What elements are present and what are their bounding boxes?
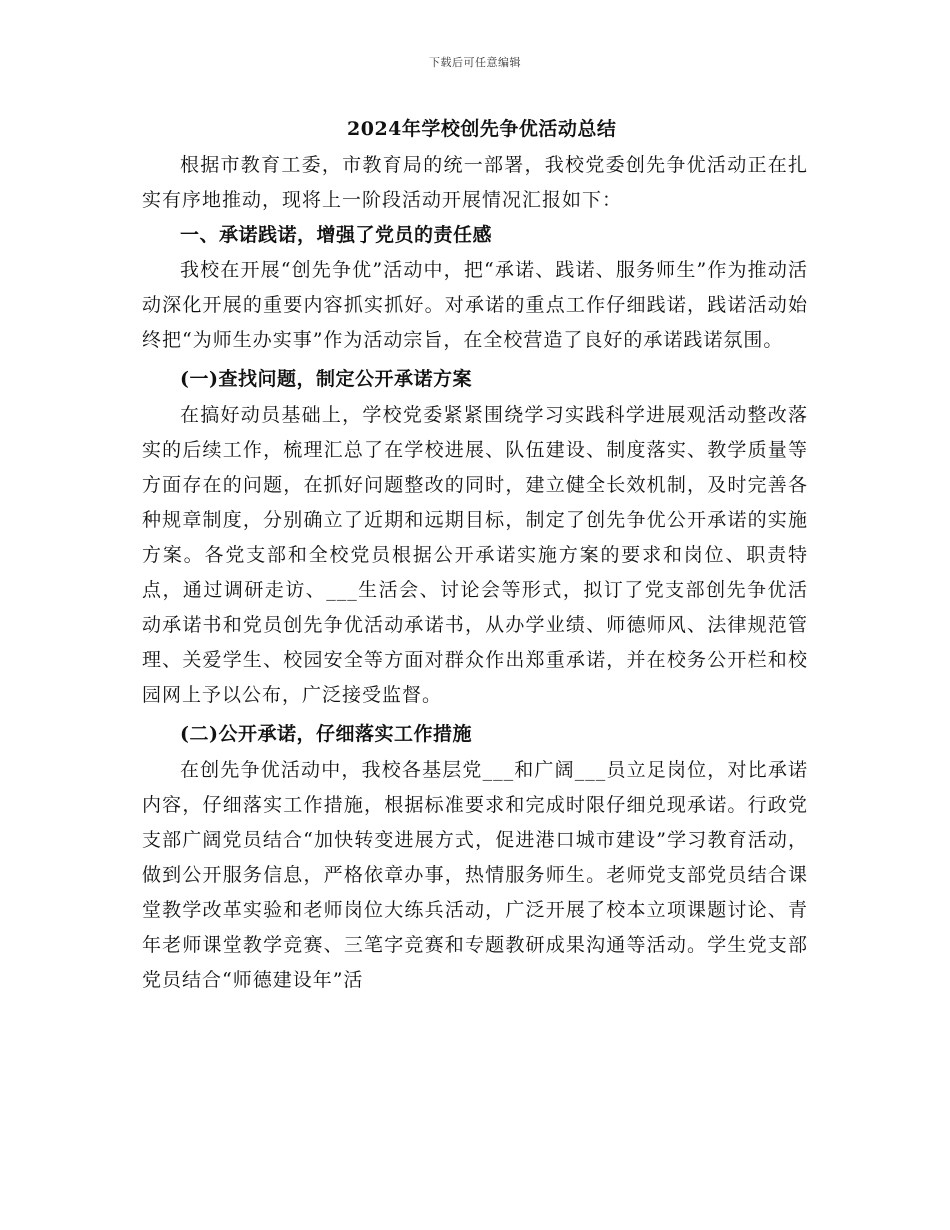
section-paragraph-commitment: 我校在开展“创先争优”活动中，把“承诺、践诺、服务师生”作为推动活动深化开展的重要内容抓实抓好。对承诺的重点工作仔细践诺，践诺活动始终把“为师生办实事”作为活动宗旨，在全校营造了良好的承诺践诺氛围。 (142, 259, 808, 351)
page-header-note: 下载后可任意编辑 (429, 56, 521, 69)
section-heading-commitment: 一、承诺践诺，增强了党员的责任感 (180, 224, 493, 246)
subsection-heading-find-problems: (一)查找问题，制定公开承诺方案 (180, 368, 472, 390)
subsection-paragraph-find-problems: 在搞好动员基础上，学校党委紧紧围绕学习实践科学进展观活动整改落实的后续工作，梳理汇总了在学校进展、队伍建设、制度落实、教学质量等方面存在的问题，在抓好问题整改的同时，建立健全长效机制，及时完善各种规章制度，分别确立了近期和远期目标，制定了创先争优公开承诺的实施方案。各党支部和全校党员根据公开承诺实施方案的要求和岗位、职责特点，通过调研走访、___生活会、讨论会等形式，拟订了党支部创先争优活动承诺书和党员创先争优活动承诺书，从办学业绩、师德师风、法律规范管理、关爱学生、校园安全等方面对群众作出郑重承诺，并在校务公开栏和校园网上予以公布，广泛接受监督。 (142, 404, 808, 706)
subsection-paragraph-implement-measures: 在创先争优活动中，我校各基层党___和广阔___员立足岗位，对比承诺内容，仔细落实工作措施，根据标准要求和完成时限仔细兑现承诺。行政党支部广阔党员结合“加快转变进展方式，促进港口城市建设”学习教育活动，做到公开服务信息，严格依章办事，热情服务师生。老师党支部党员结合课堂教学改革实验和老师岗位大练兵活动，广泛开展了校本立项课题讨论、青年老师课堂教学竞赛、三笔字竞赛和专题教研成果沟通等活动。学生党支部党员结合“师德建设年”活 (142, 759, 808, 991)
subsection-heading-implement-measures: (二)公开承诺，仔细落实工作措施 (180, 723, 472, 745)
document-body (142, 112, 808, 998)
document-title: 2024年学校创先争优活动总结 (347, 118, 617, 140)
intro-paragraph: 根据市教育工委，市教育局的统一部署，我校党委创先争优活动正在扎实有序地推动，现将上一阶段活动开展情况汇报如下： (142, 154, 808, 211)
